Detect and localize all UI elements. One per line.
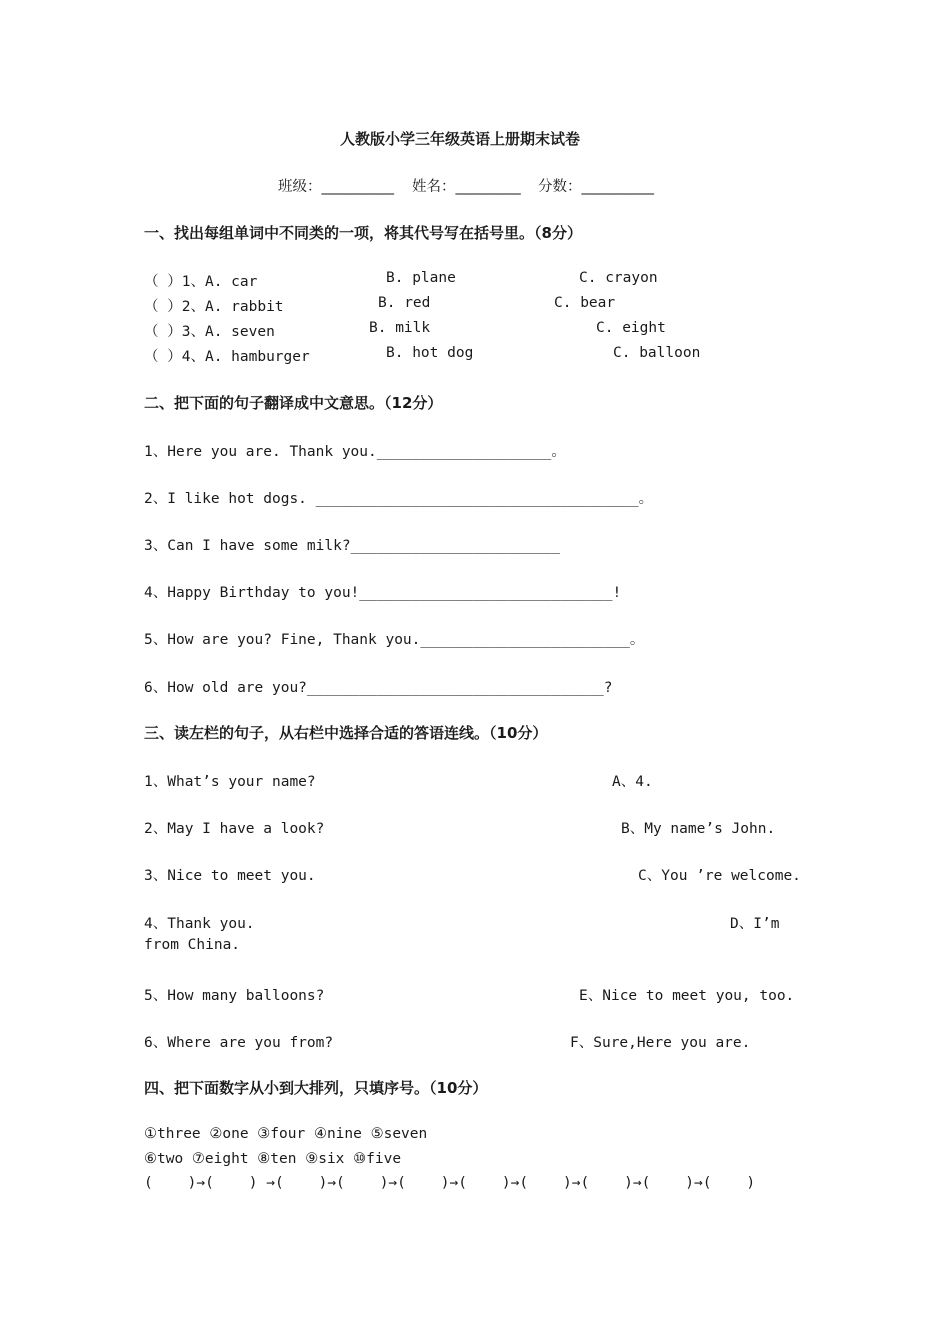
match-right-d-continued: from China. — [144, 937, 241, 953]
section-2-heading: 二、把下面的句子翻译成中文意思。（12分） — [144, 394, 443, 412]
numbers-line-2: ⑥two ⑦eight ⑧ten ⑨six ⑩five — [144, 1151, 402, 1167]
q2-option-c: C. bear — [554, 295, 616, 311]
match-left-3: 3、Nice to meet you. — [144, 868, 316, 884]
name-field[interactable]: 姓名：_________ — [412, 179, 521, 195]
q2-option-b: B. red — [378, 295, 431, 311]
translate-line-4[interactable]: 4、Happy Birthday to you!_____________________________! — [144, 585, 622, 601]
translate-line-1[interactable]: 1、Here you are. Thank you.____________________。 — [144, 444, 566, 460]
match-left-5: 5、How many balloons? — [144, 988, 325, 1004]
q1-option-b: B. plane — [386, 270, 456, 286]
section-4-heading: 四、把下面数字从小到大排列，只填序号。（10分） — [144, 1079, 488, 1097]
q1-option-c: C. crayon — [579, 270, 658, 286]
q3-option-a: （ ）3、A. seven — [144, 324, 275, 340]
match-left-2: 2、May I have a look? — [144, 821, 325, 837]
match-right-b: B、My name’s John. — [621, 821, 776, 837]
match-right-c: C、You ’re welcome. — [638, 868, 801, 884]
match-left-1: 1、What’s your name? — [144, 774, 316, 790]
q3-option-b: B. milk — [369, 320, 431, 336]
q1-option-a: （ ）1、A. car — [144, 274, 258, 290]
match-right-f: F、Sure,Here you are. — [570, 1035, 751, 1051]
translate-line-3[interactable]: 3、Can I have some milk?________________________ — [144, 538, 561, 554]
page-title: 人教版小学三年级英语上册期末试卷 — [340, 130, 581, 148]
q3-option-c: C. eight — [596, 320, 666, 336]
q2-option-a: （ ）2、A. rabbit — [144, 299, 284, 315]
numbers-line-1: ①three ②one ③four ④nine ⑤seven — [144, 1126, 428, 1142]
translate-line-6[interactable]: 6、How old are you?__________________________________? — [144, 680, 613, 696]
match-right-a: A、4. — [612, 774, 653, 790]
q4-option-c: C. balloon — [613, 345, 701, 361]
translate-line-2[interactable]: 2、I like hot dogs. _____________________________________。 — [144, 491, 654, 507]
answer-sequence[interactable]: ( )→( ) →( )→( )→( )→( )→( )→( )→( )→( ) — [144, 1175, 756, 1191]
match-left-6: 6、Where are you from? — [144, 1035, 334, 1051]
match-right-e: E、Nice to meet you, too. — [579, 988, 795, 1004]
translate-line-5[interactable]: 5、How are you? Fine, Thank you.________________________。 — [144, 632, 645, 648]
match-right-d: D、I’m — [730, 916, 780, 932]
class-field[interactable]: 班级：__________ — [278, 179, 394, 195]
q4-option-b: B. hot dog — [386, 345, 474, 361]
q4-option-a: （ ）4、A. hamburger — [144, 349, 310, 365]
score-field[interactable]: 分数：__________ — [538, 179, 654, 195]
match-left-4: 4、Thank you. — [144, 916, 255, 932]
section-3-heading: 三、读左栏的句子，从右栏中选择合适的答语连线。（10分） — [144, 724, 548, 742]
section-1-heading: 一、找出每组单词中不同类的一项，将其代号写在括号里。（8分） — [144, 224, 582, 242]
